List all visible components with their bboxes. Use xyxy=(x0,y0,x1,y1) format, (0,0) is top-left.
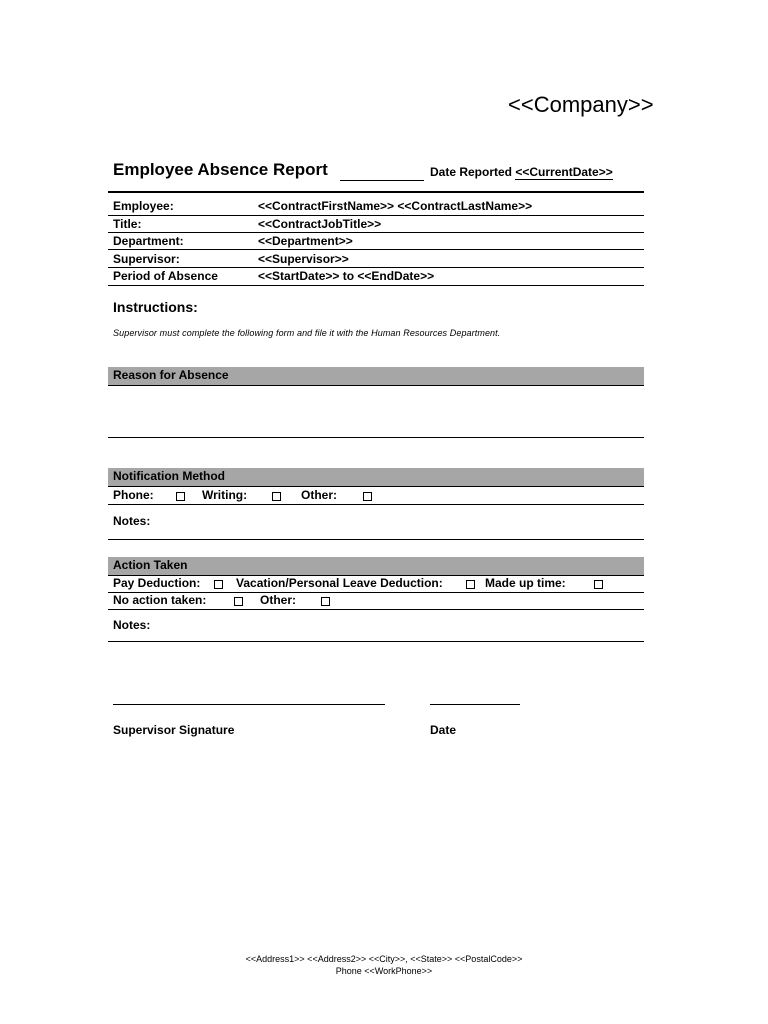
title-underline xyxy=(340,180,424,181)
field-value-period: <<StartDate>> to <<EndDate>> xyxy=(258,269,435,283)
field-value-department: <<Department>> xyxy=(258,234,353,248)
row-divider xyxy=(108,267,644,268)
company-name: <<Company>> xyxy=(508,92,654,117)
no-action-checkbox[interactable] xyxy=(234,597,243,606)
field-value-employee: <<ContractFirstName>> <<ContractLastName>> xyxy=(258,199,533,213)
action-heading: Action Taken xyxy=(113,558,188,572)
report-title: Employee Absence Report xyxy=(113,160,328,179)
action-section-header xyxy=(108,557,644,576)
action-notes-label: Notes: xyxy=(113,618,151,632)
row-divider xyxy=(108,232,644,233)
field-label-supervisor: Supervisor: xyxy=(113,252,180,266)
date-reported xyxy=(430,165,613,179)
phone-checkbox[interactable] xyxy=(176,492,185,501)
action-other-label: Other: xyxy=(260,593,296,607)
field-value-title: <<ContractJobTitle>> xyxy=(258,217,382,231)
instructions-text: Supervisor must complete the following form and file it with the Human Resources Department. xyxy=(113,328,501,338)
table-top-rule xyxy=(108,191,644,193)
other-checkbox[interactable] xyxy=(363,492,372,501)
notification-heading: Notification Method xyxy=(113,469,225,483)
notification-bottom-rule xyxy=(108,539,644,540)
reason-heading: Reason for Absence xyxy=(113,368,229,382)
field-label-period: Period of Absence xyxy=(113,269,218,283)
row-divider xyxy=(108,215,644,216)
field-label-department: Department: xyxy=(113,234,184,248)
reason-bottom-rule xyxy=(108,437,644,438)
field-value-supervisor: <<Supervisor>> xyxy=(258,252,349,266)
made-up-time-label: Made up time: xyxy=(485,576,566,590)
pay-deduction-label: Pay Deduction: xyxy=(113,576,201,590)
row-divider xyxy=(108,609,644,610)
signature-date-label: Date xyxy=(430,723,457,737)
action-other-checkbox[interactable] xyxy=(321,597,330,606)
row-divider xyxy=(108,504,644,505)
row-divider xyxy=(108,249,644,250)
date-signature-line xyxy=(430,704,520,705)
writing-label: Writing: xyxy=(202,488,248,502)
vacation-leave-label: Vacation/Personal Leave Deduction: xyxy=(236,576,443,590)
action-bottom-rule xyxy=(108,641,644,642)
phone-label: Phone: xyxy=(113,488,154,502)
other-label: Other: xyxy=(301,488,337,502)
notification-notes-label: Notes: xyxy=(113,514,151,528)
footer-address: <<Address1>> <<Address2>> <<City>>, <<State>> <<PostalCode>> xyxy=(245,954,523,964)
made-up-time-checkbox[interactable] xyxy=(594,580,603,589)
supervisor-signature-line xyxy=(113,704,385,705)
date-reported-value: <<CurrentDate>> xyxy=(515,165,613,179)
field-label-employee: Employee: xyxy=(113,199,174,213)
vacation-leave-checkbox[interactable] xyxy=(466,580,475,589)
date-reported-label: Date Reported xyxy=(430,165,516,179)
footer-phone: Phone <<WorkPhone>> xyxy=(335,966,433,976)
reason-section-header xyxy=(108,367,644,386)
pay-deduction-checkbox[interactable] xyxy=(214,580,223,589)
writing-checkbox[interactable] xyxy=(272,492,281,501)
notification-section-header xyxy=(108,468,644,487)
field-label-title: Title: xyxy=(113,217,142,231)
instructions-heading: Instructions: xyxy=(113,299,198,315)
no-action-label: No action taken: xyxy=(113,593,207,607)
supervisor-signature-label: Supervisor Signature xyxy=(113,723,235,737)
table-bottom-rule xyxy=(108,285,644,286)
